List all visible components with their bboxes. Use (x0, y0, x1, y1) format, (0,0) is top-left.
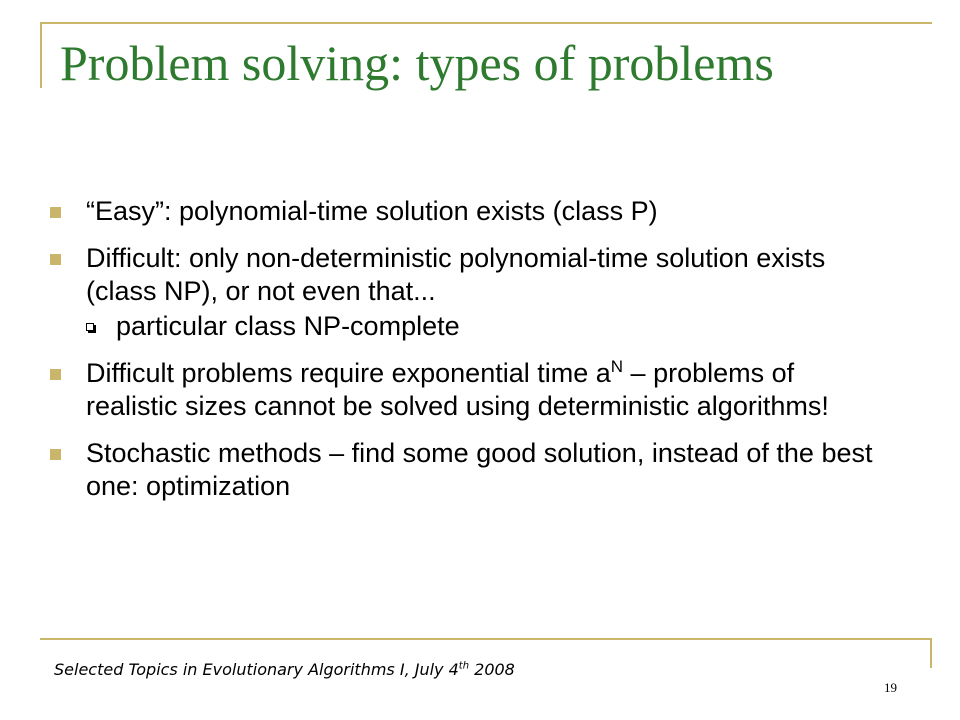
sub-bullet-text: particular class NP-complete (116, 311, 460, 341)
square-bullet-icon (50, 449, 61, 460)
footer-text-end: 2008 (469, 660, 515, 679)
square-bullet-icon (50, 207, 61, 218)
bullet-list (50, 195, 880, 517)
footer-caption (54, 660, 515, 679)
bullet-text-end: – problems of realistic sizes cannot be solved using deterministic algorithms! (86, 358, 829, 421)
square-bullet-icon (50, 369, 61, 380)
frame-right-line (930, 638, 932, 668)
page-number: 19 (884, 680, 897, 695)
bullet-item (50, 437, 880, 503)
frame-left-line (40, 22, 42, 88)
bullet-text: “Easy”: polynomial-time solution exists (class P) (86, 196, 658, 226)
square-bullet-icon (50, 254, 61, 265)
footer-superscript: th (458, 660, 470, 672)
bullet-item (50, 357, 880, 423)
bullet-item (50, 195, 880, 228)
hollow-square-bullet-icon (86, 323, 94, 331)
frame-bottom-line (40, 638, 932, 640)
bullet-text-start: Difficult problems require exponential time a (86, 358, 611, 388)
frame-top-line (40, 22, 932, 24)
sub-bullet-item (86, 310, 880, 343)
exponent-superscript: N (610, 357, 624, 376)
footer-text-start: Selected Topics in Evolutionary Algorithms I, July 4 (54, 660, 459, 679)
bullet-text: Difficult: only non-deterministic polynomial-time solution exists (class NP), or not even that... (86, 243, 826, 306)
bullet-item (50, 242, 880, 343)
bullet-text: Stochastic methods – find some good solution, instead of the best one: optimization (86, 438, 873, 501)
slide-title: Problem solving: types of problems (60, 35, 774, 91)
